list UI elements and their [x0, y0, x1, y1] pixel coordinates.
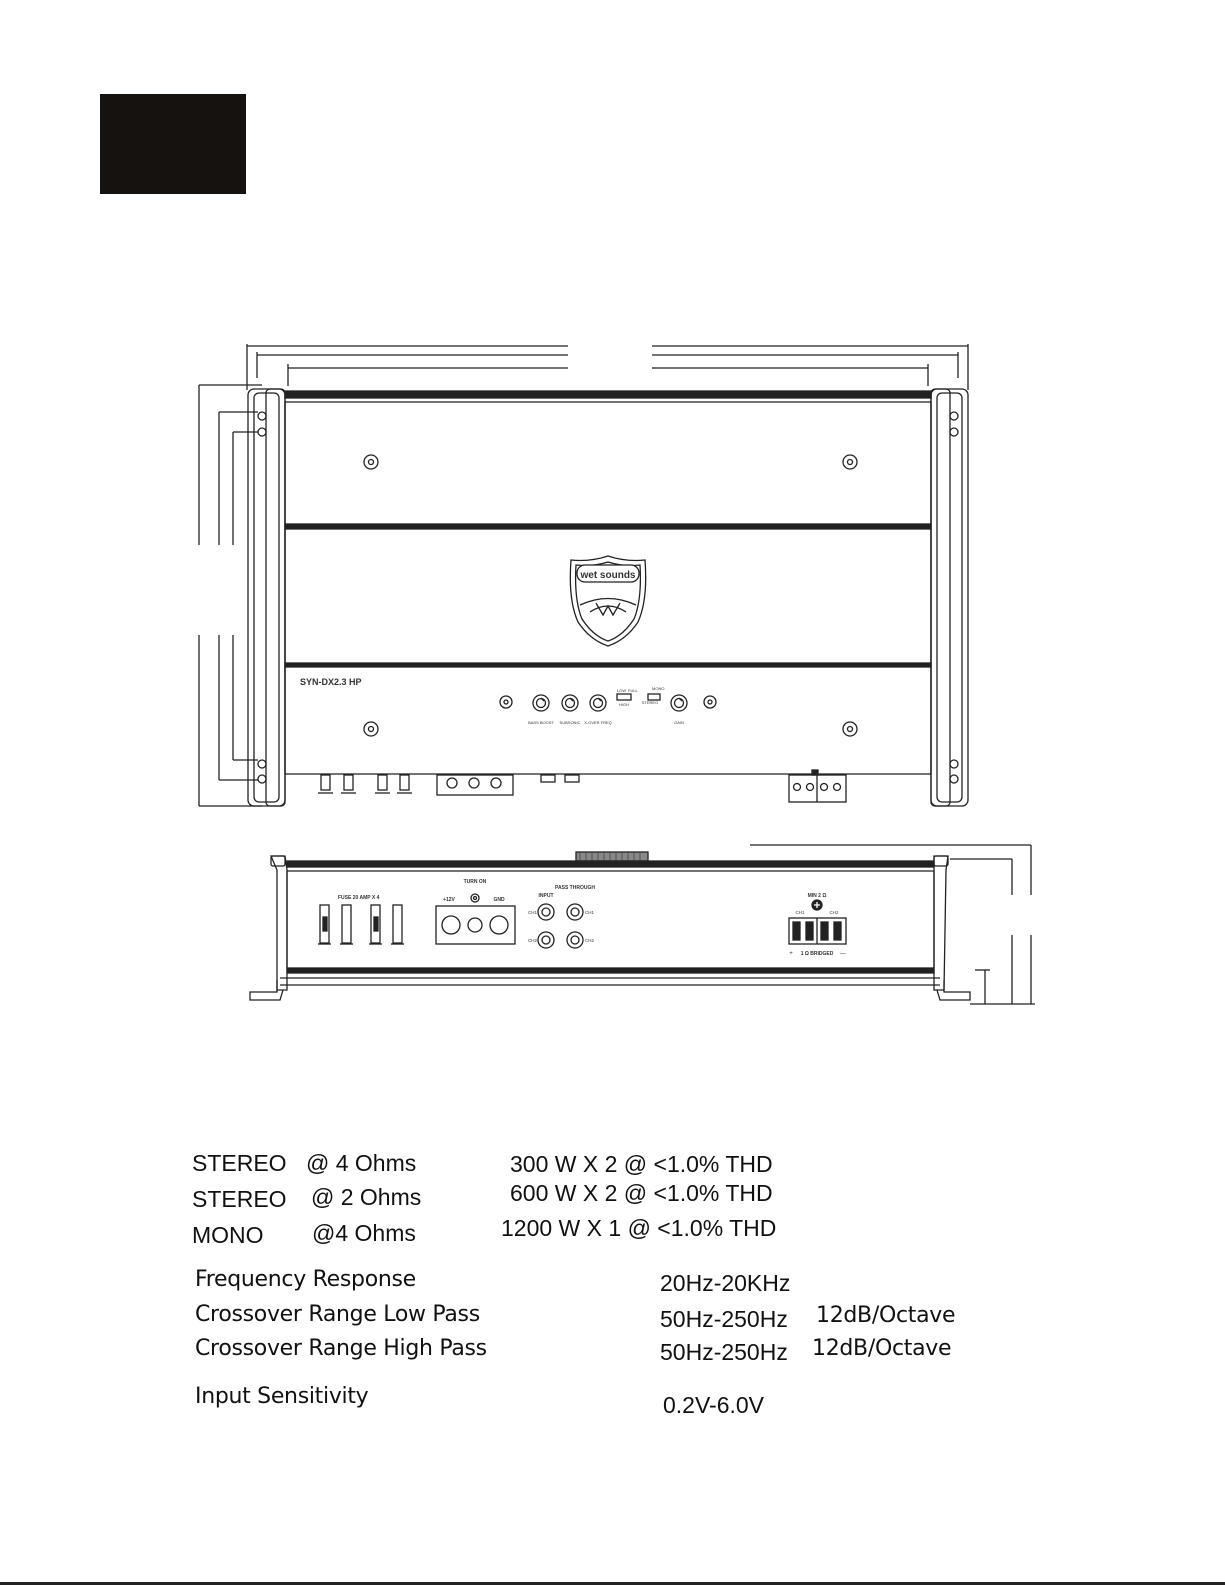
- svg-text:+12V: +12V: [443, 897, 455, 903]
- svg-text:CH1: CH1: [528, 910, 538, 915]
- svg-text:CH1: CH1: [585, 910, 595, 915]
- side-view-labels: [338, 879, 846, 957]
- svg-text:GAIN: GAIN: [674, 720, 684, 725]
- svg-text:TURN ON: TURN ON: [463, 879, 487, 885]
- power-value-2: 600 W X 2 @ <1.0% THD: [510, 1180, 773, 1206]
- svg-text:SUBSONIC: SUBSONIC: [559, 720, 581, 725]
- power-load-1: @ 4 Ohms: [306, 1150, 417, 1176]
- svg-text:MIN 2 Ω: MIN 2 Ω: [807, 893, 827, 899]
- svg-text:HIGH: HIGH: [619, 702, 629, 707]
- spec-value-lowpass: 50Hz-250Hz: [660, 1306, 788, 1332]
- svg-text:BASS BOOST: BASS BOOST: [528, 720, 554, 725]
- power-value-3: 1200 W X 1 @ <1.0% THD: [501, 1215, 777, 1241]
- svg-text:INPUT: INPUT: [538, 893, 554, 899]
- svg-text:CH2: CH2: [829, 910, 839, 915]
- power-load-3: @4 Ohms: [312, 1220, 416, 1246]
- svg-text:FULL: FULL: [628, 688, 638, 693]
- spec-value-sensitivity: 0.2V-6.0V: [663, 1392, 765, 1418]
- screw-icon: [364, 455, 378, 469]
- power-mode-3: MONO: [192, 1222, 264, 1248]
- spec-label-highpass: Crossover Range High Pass: [195, 1336, 487, 1361]
- screw-icon: [704, 696, 716, 708]
- spec-extra-highpass: 12dB/Octave: [812, 1336, 952, 1361]
- screw-icon: [843, 722, 857, 736]
- svg-text:CH2: CH2: [528, 938, 538, 943]
- svg-text:X-OVER FREQ: X-OVER FREQ: [584, 720, 612, 725]
- control-knobs: [533, 694, 687, 711]
- svg-text:FUSE 20 AMP X 4: FUSE 20 AMP X 4: [338, 895, 380, 901]
- svg-text:1 Ω BRIDGED: 1 Ω BRIDGED: [800, 951, 834, 957]
- model-label: SYN-DX2.3 HP: [300, 677, 362, 687]
- spec-label-sensitivity: Input Sensitivity: [195, 1384, 369, 1409]
- spec-extra-lowpass: 12dB/Octave: [816, 1303, 956, 1328]
- spec-label-lowpass: Crossover Range Low Pass: [195, 1302, 480, 1327]
- logo-text: wet sounds: [580, 570, 636, 581]
- power-value-1: 300 W X 2 @ <1.0% THD: [510, 1151, 773, 1177]
- xover-freq-knob-icon: [590, 695, 606, 711]
- svg-text:PASS THROUGH: PASS THROUGH: [555, 885, 595, 891]
- screw-icon: [500, 696, 512, 708]
- svg-text:CH1: CH1: [795, 910, 805, 915]
- svg-text:—: —: [840, 951, 846, 957]
- svg-text:LOW: LOW: [617, 688, 627, 693]
- power-load-2: @ 2 Ohms: [311, 1184, 422, 1210]
- spec-value-highpass: 50Hz-250Hz: [660, 1339, 788, 1365]
- filter-switch-icon: [617, 694, 631, 700]
- screw-icon: [843, 455, 857, 469]
- subsonic-knob-icon: [562, 695, 578, 711]
- svg-text:GND: GND: [493, 897, 505, 903]
- screw-icon: [364, 722, 378, 736]
- bass-boost-knob-icon: [533, 695, 549, 711]
- top-view-connectors: [318, 770, 846, 802]
- power-mode-2: STEREO: [192, 1186, 287, 1212]
- spec-label-frequency: Frequency Response: [195, 1267, 416, 1292]
- svg-text:CH2: CH2: [585, 938, 595, 943]
- svg-text:STEREO: STEREO: [641, 700, 659, 705]
- power-mode-1: STEREO: [192, 1150, 287, 1176]
- gain-knob-icon: [671, 695, 687, 711]
- svg-text:+: +: [789, 951, 793, 957]
- svg-text:MONO: MONO: [652, 686, 665, 691]
- amp-top-view: [248, 389, 968, 806]
- spec-value-frequency: 20Hz-20KHz: [660, 1270, 791, 1296]
- amp-side-view: [250, 852, 970, 1000]
